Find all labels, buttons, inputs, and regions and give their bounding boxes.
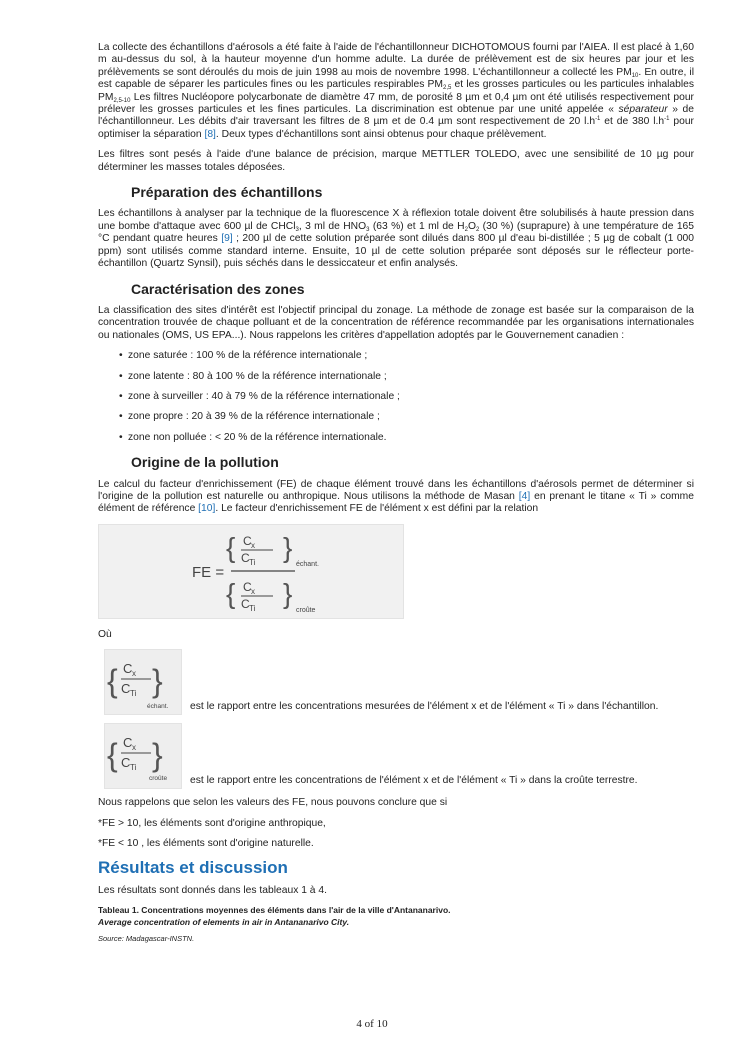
svg-text:Ti: Ti (130, 689, 137, 699)
list-item: • zone à surveiller : 40 à 79 % de la référence internationale ; (128, 391, 694, 403)
svg-text:C: C (123, 735, 133, 751)
citation-link-9[interactable]: [9] (221, 233, 233, 245)
page-number: 4 of 10 (356, 1018, 388, 1030)
svg-text:C: C (123, 661, 133, 677)
origine-paragraph: Le calcul du facteur d'enrichissement (FE) de chaque élément trouvé dans les échantillons d'aérosols permet de déterminer si l'origine de la pollution est naturelle ou anthropique. Nous utilisons la méthode de Masan [4] en prenant le titane « Ti » comme élément de référence [10]. Le facteur d'enrichissement FE de l'élément x est défini par la relation (98, 478, 694, 515)
svg-text:{: { (107, 737, 118, 774)
definition-echantillon-text: est le rapport entre les concentrations mesurées de l'élément x et de l'élément « Ti » dans l'échantillon. (190, 700, 659, 712)
svg-text:échant.: échant. (296, 560, 319, 568)
svg-text:x: x (251, 540, 255, 550)
definition-row-echantillon (104, 649, 694, 715)
rappel-paragraph: Nous rappelons que selon les valeurs des FE, nous pouvons conclure que si (98, 797, 448, 809)
svg-text:Ti: Ti (130, 763, 137, 773)
formula-lhs: FE = (192, 563, 225, 581)
svg-text:}: } (152, 663, 163, 700)
list-item: • zone saturée : 100 % de la référence internationale ; (128, 350, 694, 362)
enrichment-factor-formula-image (98, 524, 404, 619)
svg-text:{: { (226, 577, 236, 609)
svg-text:C: C (241, 596, 250, 611)
citation-link-4[interactable]: [4] (518, 490, 531, 502)
svg-text:croûte: croûte (149, 775, 168, 783)
zone-criteria-list (98, 350, 694, 444)
svg-text:C: C (243, 579, 252, 594)
svg-text:{: { (226, 531, 236, 563)
intro-paragraph-2: Les filtres sont pesés à l'aide d'une balance de précision, marque METTLER TOLEDO, avec une sensibilité de 10 µg pour déterminer les masses totales déposées. (98, 149, 694, 173)
table-source: Source: Madagascar-INSTN. (98, 934, 195, 944)
page-body (98, 42, 694, 945)
section-heading-preparation: Préparation des échantillons (131, 184, 323, 201)
definition-row-croute (104, 723, 694, 789)
svg-text:x: x (132, 669, 136, 679)
intro-paragraph-1: La collecte des échantillons d'aérosols a été faite à l'aide de l'échantillonneur DICHOTOMOUS fourni par l'AIEA. Il est placé à 1,60 m au-dessus du sol, à la hauteur moyenne d'un homme adulte. La durée de prélèvement est de six heures par jour et les prélèvements se sont déroulés du mois de juin 1998 au mois de novembre 1998. L'échantillonneur a collecté les $PM_{10}$. En outre, il est capable de séparer les particules fines ou les particules respirables $PM_{2,5}$ et les grosses particules ou les particules inhalables $PM_{2,5-10}$ Les filtres Nucléopore polycarbonate de diamètre 47 mm, de porosité 8 µm et 0,4 µm ont été utilisés respectivement pour prélever les grosses particules et les fines particules. La discrimination est obtenue par une unité appelée « séparateur » de l'échantillonneur. Les débits d'air traversant les filtres de 8 µm et de 0.4 µm sont respectivement de 20 $l.h^{-1}$ et de 380 $l.h^{-1}$ pour optimiser la séparation [8]. Deux types d'échantillons sont ainsi obtenus pour chaque prélèvement. (98, 42, 695, 140)
preparation-paragraph: Les échantillons à analyser par la technique de la fluorescence X à réflexion totale doivent être solubilisés à haute pression dans une bombe d'attaque avec 600 µl de CHCl$_3$, 3 ml de $HNO_3$ (63 %) et 1 ml de $H_2O_2$ (30 %) (suprapure) à une température de 165 °C pendant quatre heures [9] ; 200 µl de cette solution préparée sont dilués dans 800 µl d'eau bi-distillée ; 5 µg de cobalt (1 000 ppm) sont utilisés comme standard interne. Ensuite, 10 µl de cette solution préparée sont déposés sur le réflecteur porte-échantillon (Quartz Synsil), puis séchés dans le dessiccateur et enfin analysés. (98, 208, 695, 270)
svg-text:échant.: échant. (147, 703, 169, 711)
list-item: • zone latente : 80 à 100 % de la référence internationale ; (128, 371, 694, 383)
svg-text:C: C (243, 533, 252, 548)
ratio-echantillon-image (104, 649, 182, 715)
ratio-croute-image (104, 723, 182, 789)
svg-text:Ti: Ti (249, 557, 256, 567)
svg-text:x: x (251, 586, 255, 596)
svg-text:croûte: croûte (296, 606, 316, 614)
zones-paragraph: La classification des sites d'intérêt est l'objectif principal du zonage. La méthode de zonage est basée sur la comparaison de la concentration trouvée de chaque polluant et de la concentration de référence recommandée par les organisations internationales ou nationales (OMS, US EPA...). Nous rappelons les critères d'appellation adoptés par le Gouvernement canadien : (98, 304, 694, 341)
section-heading-zones: Caractérisation des zones (131, 280, 305, 297)
citation-link-8[interactable]: [8] (204, 128, 216, 140)
svg-text:x: x (132, 743, 136, 753)
table-title-en: Average concentration of elements in air in Antananarivo City. (98, 916, 350, 927)
svg-text:C: C (121, 755, 131, 771)
list-item: • zone propre : 20 à 39 % de la référence internationale ; (128, 411, 694, 423)
fe-naturelle: *FE < 10 , les éléments sont d'origine naturelle. (98, 838, 314, 849)
svg-text:Ti: Ti (249, 603, 256, 613)
ou-label: Où (98, 628, 112, 640)
table-title-fr: Tableau 1. Concentrations moyennes des éléments dans l'air de la ville d'Antananarivo. (98, 905, 451, 916)
citation-link-10[interactable]: [10] (198, 503, 216, 515)
svg-text:C: C (241, 550, 250, 565)
svg-text:}: } (283, 577, 293, 609)
svg-text:{: { (107, 663, 118, 700)
svg-text:C: C (121, 681, 131, 697)
svg-text:}: } (152, 737, 163, 774)
svg-text:}: } (283, 531, 293, 563)
section-heading-resultats: Résultats et discussion (98, 858, 288, 878)
list-item: • zone non polluée : < 20 % de la référence internationale. (128, 432, 694, 444)
resultats-paragraph: Les résultats sont donnés dans les tableaux 1 à 4. (98, 884, 327, 896)
definition-croute-text: est le rapport entre les concentrations de l'élément x et de l'élément « Ti » dans la croûte terrestre. (190, 774, 638, 786)
section-heading-origine: Origine de la pollution (131, 454, 279, 471)
fe-anthropique: *FE > 10, les éléments sont d'origine anthropique, (98, 817, 326, 829)
table-caption (98, 905, 694, 945)
